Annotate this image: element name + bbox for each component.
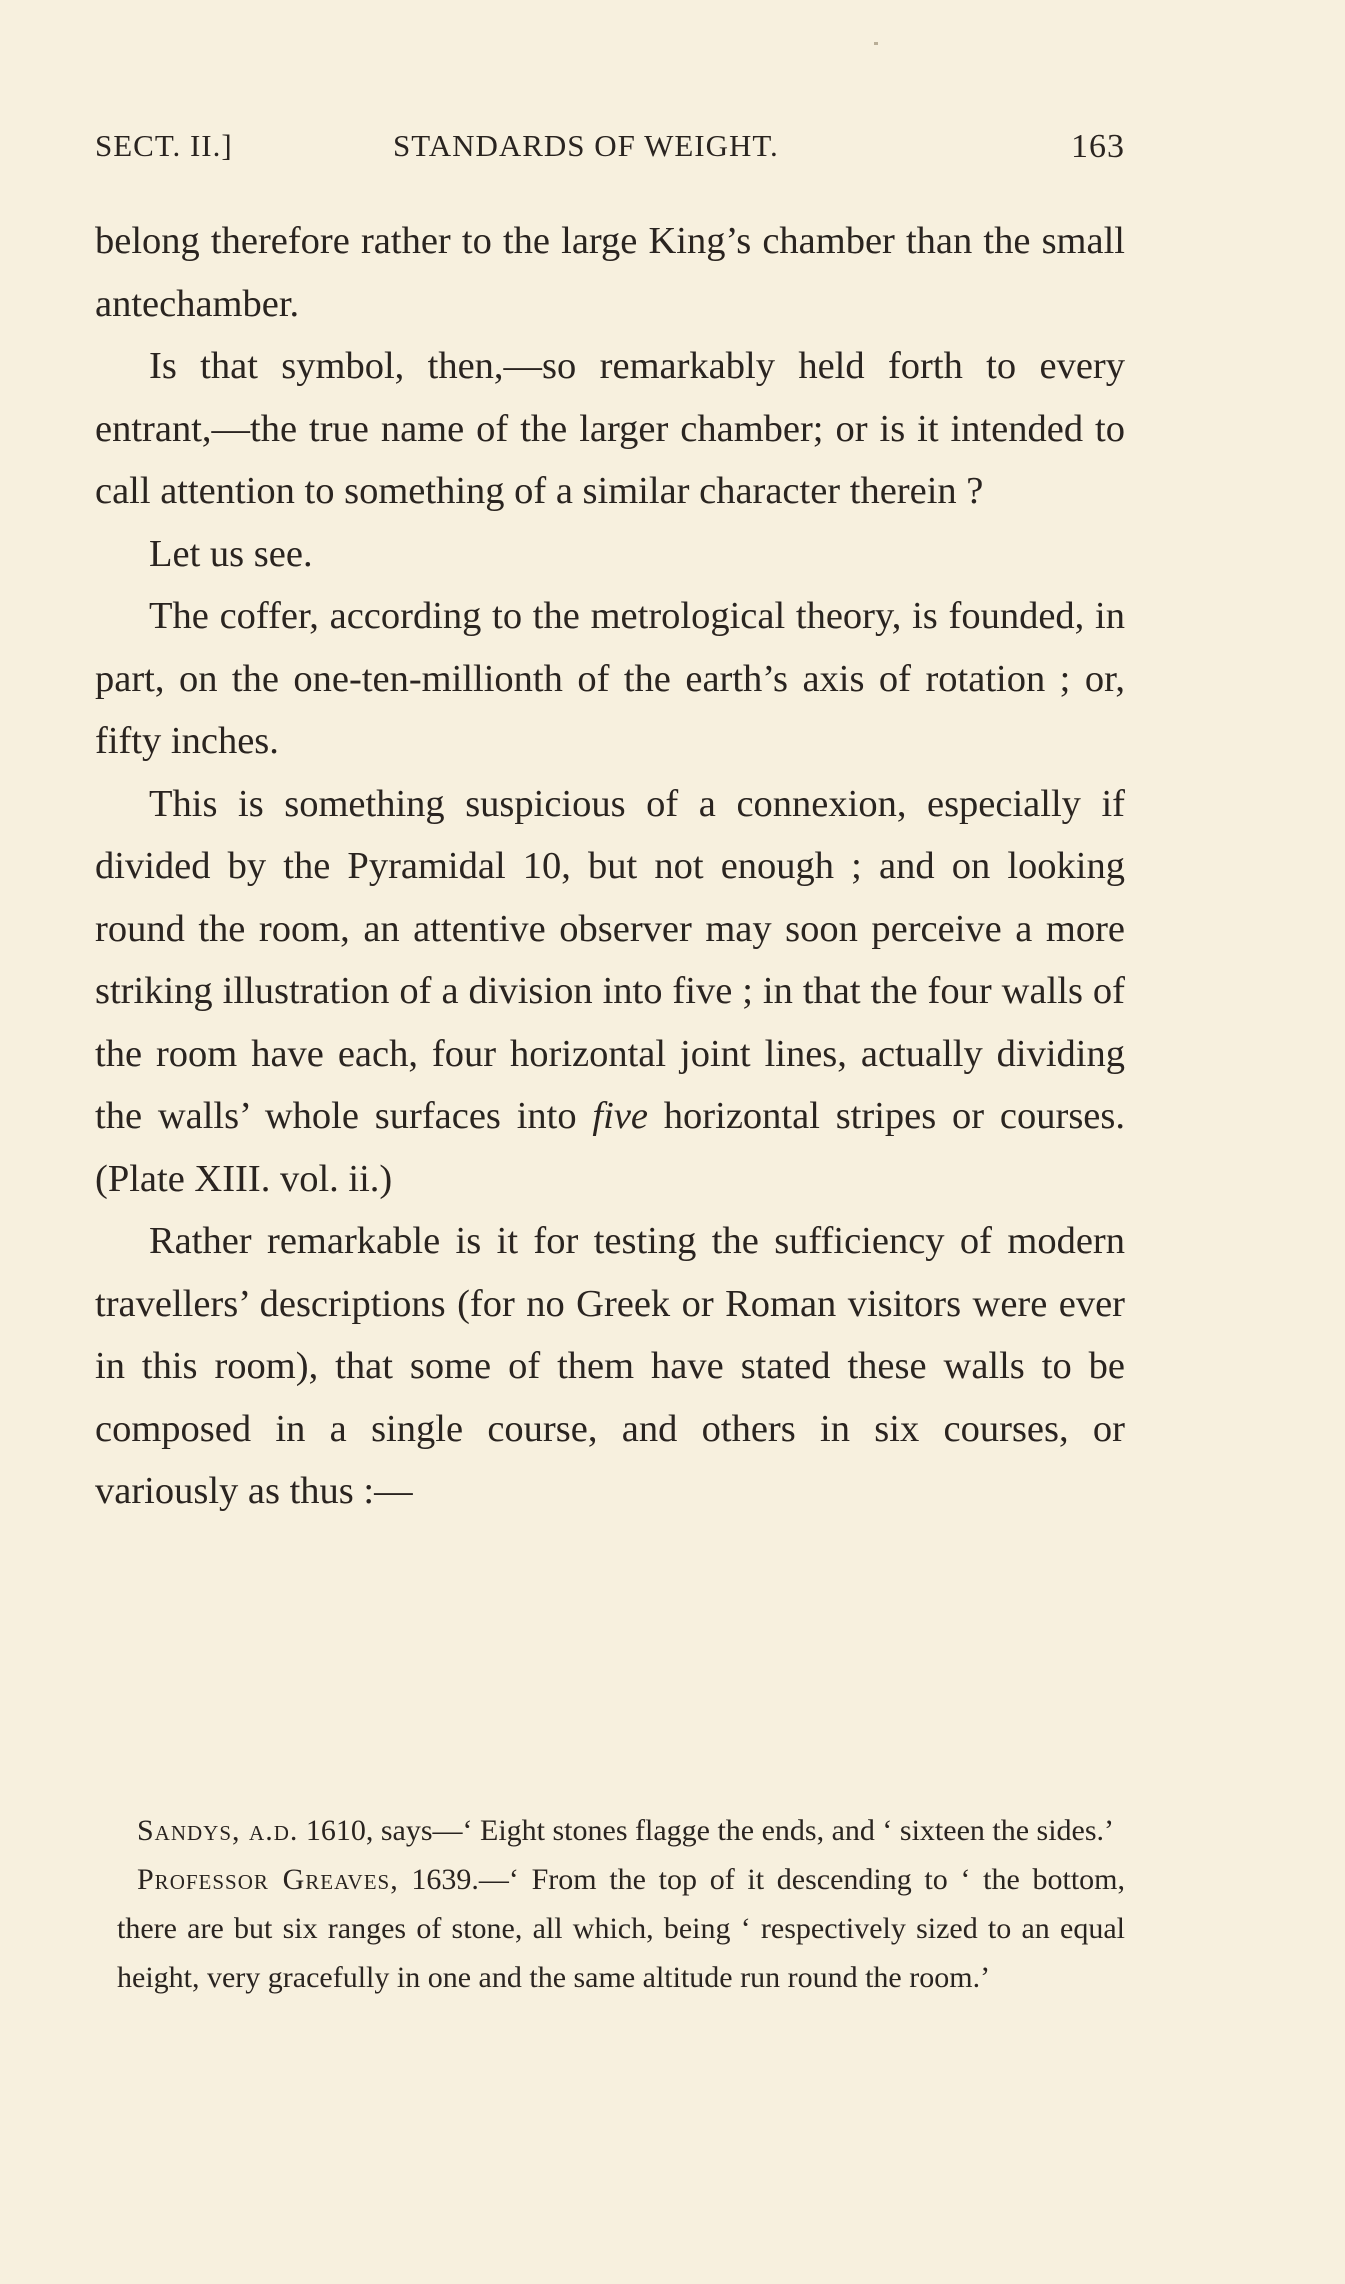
note-sandys [95,1806,1125,1855]
paragraph-4: The coffer, according to the metrological theory, is founded, in part, on the one-ten-millionth of the earth’s axis of rotation ; or, fifty inches. [95,595,1125,762]
note-greaves [95,1855,1125,2002]
note-greaves-text: 1639.—‘ From the top of it descending to ‘ the bottom, there are but six ranges of stone, all which, being ‘ respectively sized to an equal height, very gracefully in one and the same altitude run round the room.’ [117,1863,1125,1994]
paragraph-2: Is that symbol, then,—so remarkably held forth to every entrant,—the true name of the larger chamber; or is it intended to call attention to something of a similar character therein ? [95,345,1125,512]
paragraph-5-end: horizontal stripes or courses. (Plate XIII. vol. ii.) [95,1095,1125,1200]
paragraph-3: Let us see. [149,532,313,575]
paragraph-6: Rather remarkable is it for testing the sufficiency of modern travellers’ descriptions (for no Greek or Roman visitors were ever in this room), that some of them have stated these walls to be composed in a single course, and others in six courses, or variously as thus :— [95,1220,1125,1512]
body-text [95,210,1125,1523]
note-sandys-text: 1610, says—‘ Eight stones flagge the ends, and ‘ sixteen the sides.’ [298,1814,1115,1847]
print-speck [874,42,878,45]
chapter-title: STANDARDS OF WEIGHT. [393,128,779,163]
running-header [95,128,1125,172]
page-number: 163 [1071,128,1125,165]
paragraph-5 [95,773,1125,1211]
note-greaves-author: Professor Greaves, [137,1863,399,1896]
section-label: SECT. II.] [95,128,233,163]
italic-five: five [592,1095,648,1137]
paragraph-1: belong therefore rather to the large King’s chamber than the small antechamber. [95,220,1125,325]
note-sandys-author: Sandys, a.d. [137,1814,299,1847]
quotation-notes [95,1806,1125,2002]
paragraph-5-text: This is something suspicious of a connexion, especially if divided by the Pyramidal 10, but not enough ; and on looking round the room, an attentive observer may soon perceive a more striking illustration of a division into five ; in that the four walls of the room have each, four horizontal joint lines, actually dividing the walls’ whole surfaces into [95,782,1125,1137]
